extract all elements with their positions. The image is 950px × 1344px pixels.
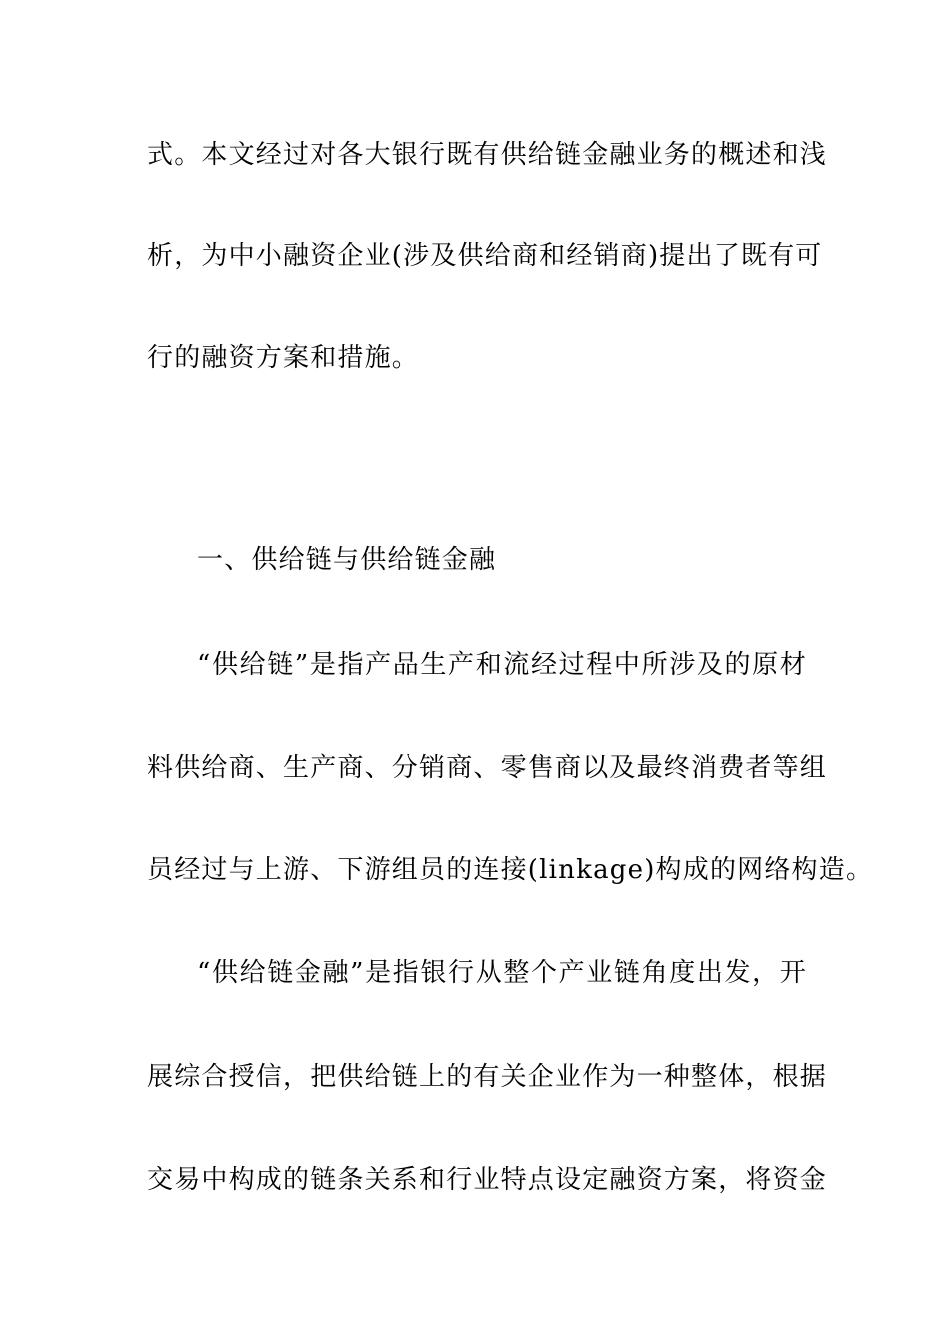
paragraph-line: 料供给商、生产商、分销商、零售商以及最终消费者等组: [147, 753, 828, 783]
paragraph-line: 行的融资方案和措施。: [147, 343, 420, 373]
paragraph-line: “供给链金融”是指银行从整个产业链角度出发，开: [197, 958, 807, 988]
paragraph-line: 展综合授信，把供给链上的有关企业作为一种整体，根据: [147, 1062, 828, 1092]
section-heading: 一、供给链与供给链金融: [197, 545, 497, 575]
paragraph-line: 员经过与上游、下游组员的连接(linkage)构成的网络构造。: [147, 855, 874, 885]
paragraph-line: “供给链”是指产品生产和流经过程中所涉及的原材: [197, 650, 807, 680]
paragraph-line: 交易中构成的链条关系和行业特点设定融资方案，将资金: [147, 1165, 828, 1195]
paragraph-line: 式。本文经过对各大银行既有供给链金融业务的概述和浅: [147, 140, 828, 170]
paragraph-line: 析，为中小融资企业(涉及供给商和经销商)提出了既有可: [147, 241, 823, 271]
